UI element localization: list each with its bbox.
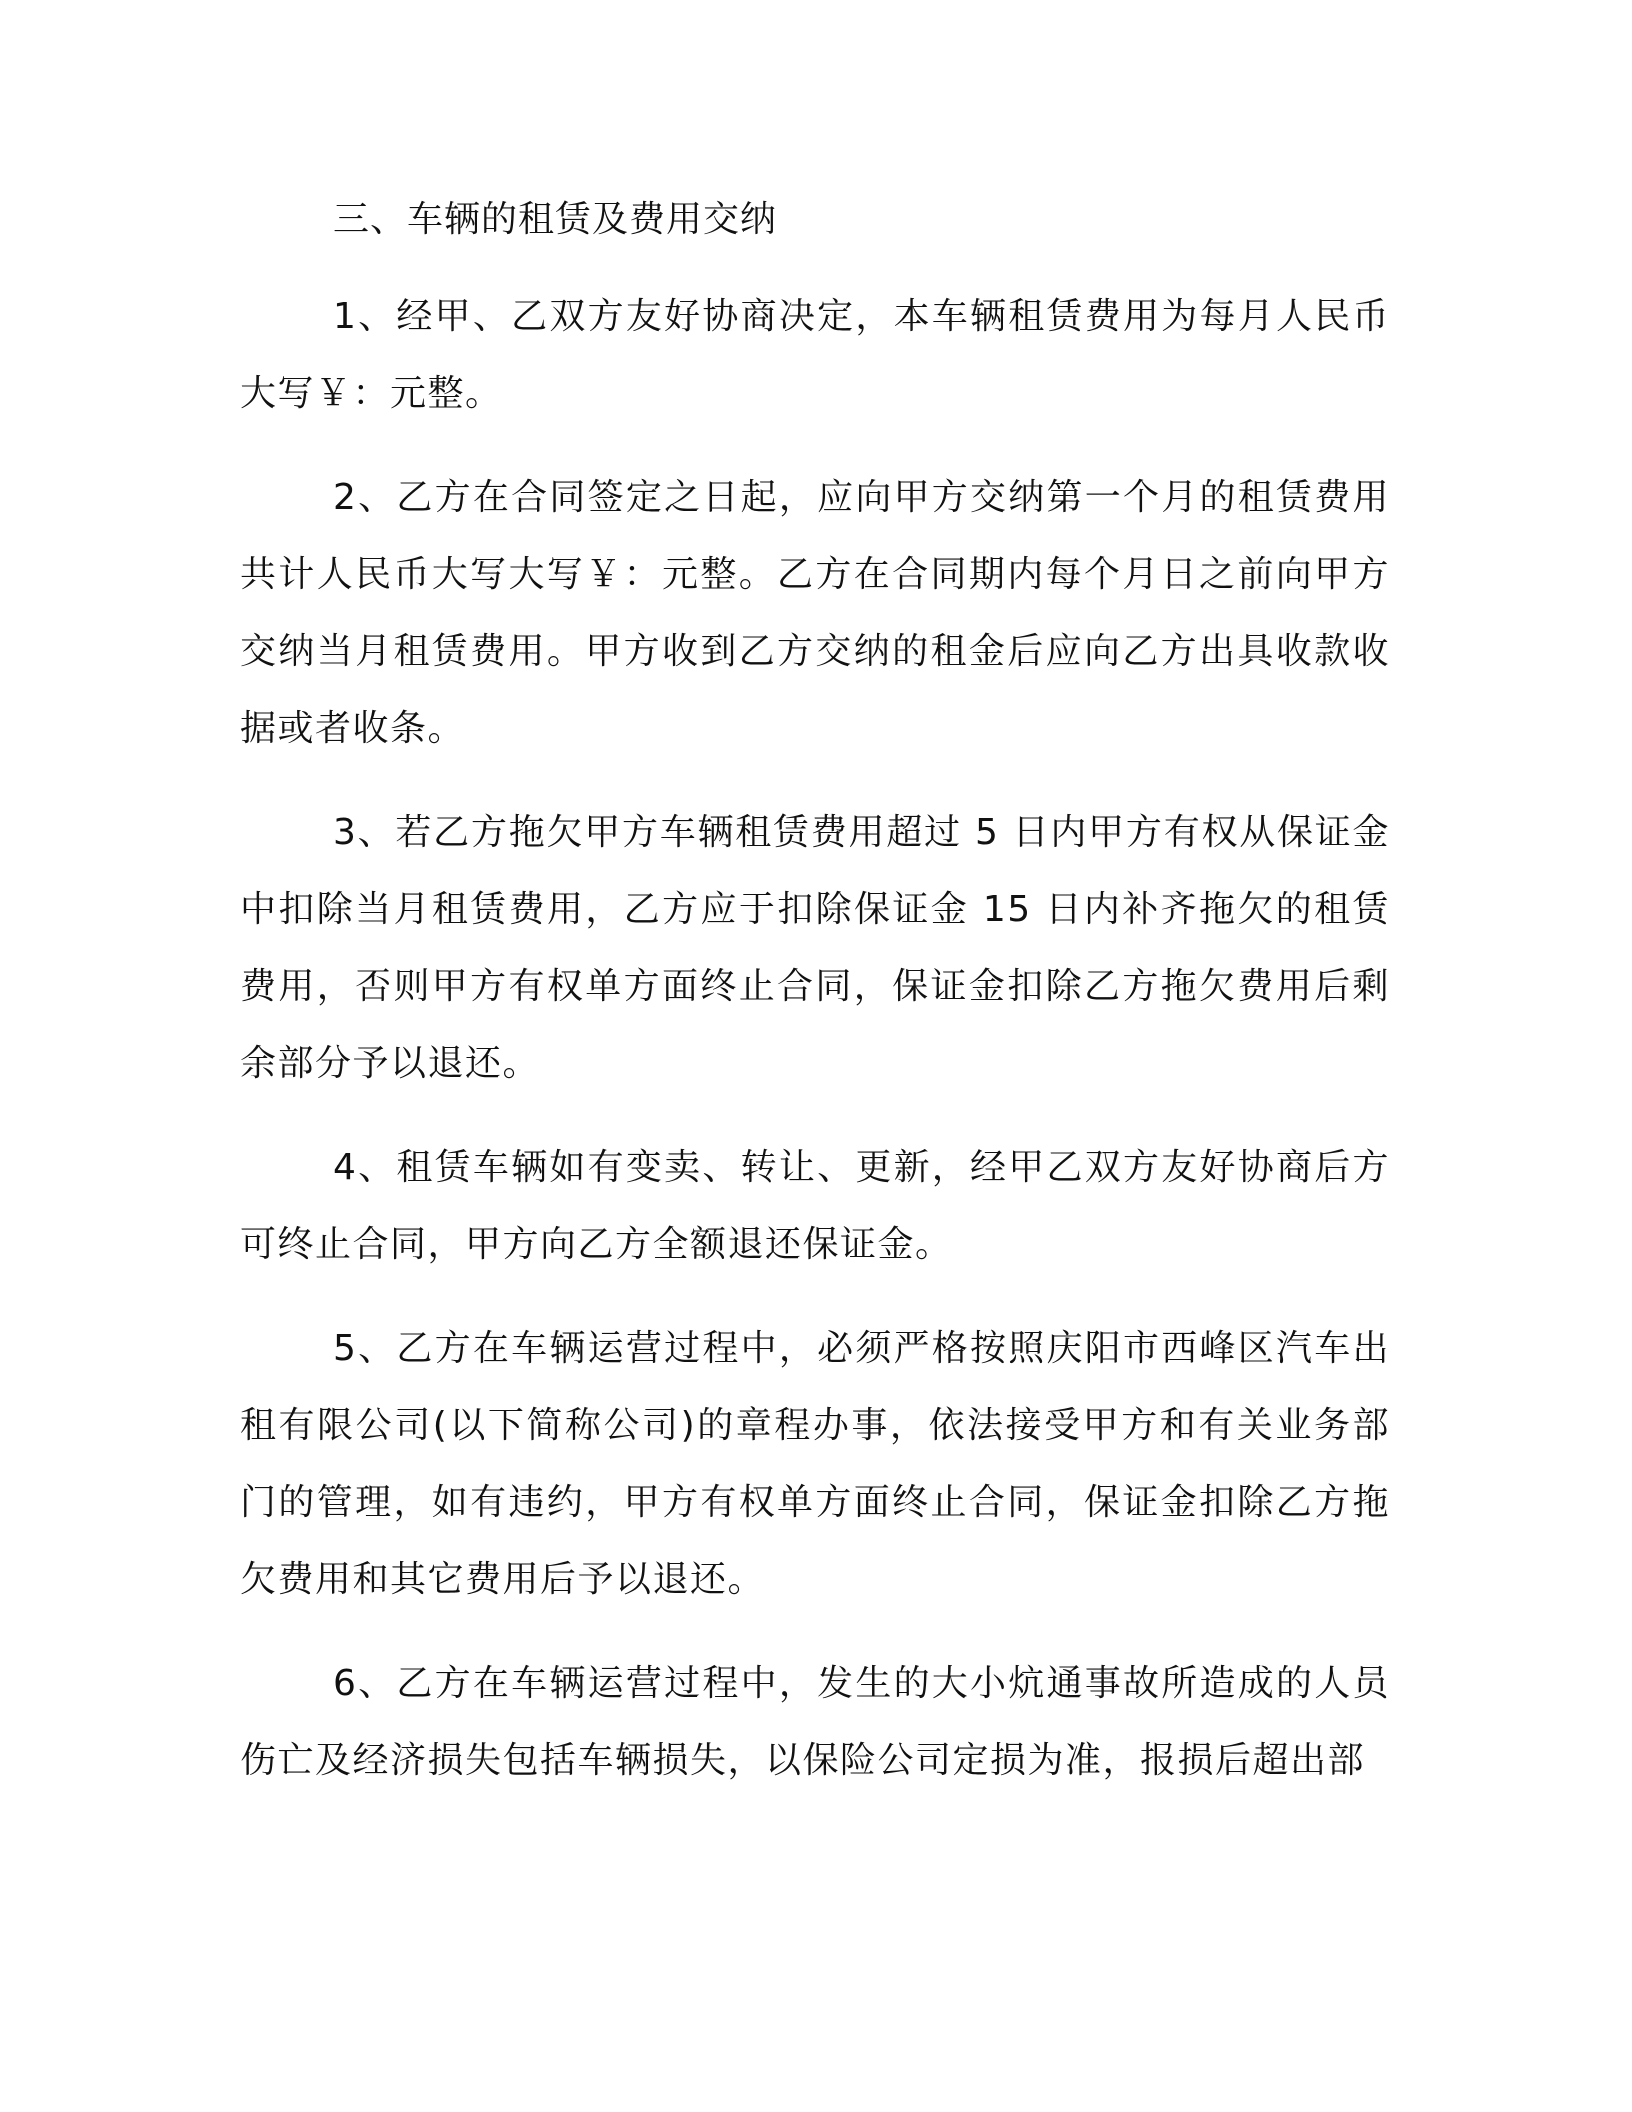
paragraph-1: 1、经甲、乙双方友好协商决定，本车辆租赁费用为每月人民币大写￥：元整。: [240, 296, 1390, 414]
paragraph-3: 3、若乙方拖欠甲方车辆租赁费用超过 5 日内甲方有权从保证金中扣除当月租赁费用，乙方应于扣除保证金 15 日内补齐拖欠的租赁费用，否则甲方有权单方面终止合同，保证金扣除乙方拖欠费用后剩余部分予以退还。: [240, 812, 1390, 1084]
document-body: [240, 190, 1390, 1826]
paragraph-6: 6、乙方在车辆运营过程中，发生的大小炕通事故所造成的人员伤亡及经济损失包括车辆损失，以保险公司定损为准，报损后超出部: [240, 1663, 1390, 1781]
paragraph-5: 5、乙方在车辆运营过程中，必须严格按照庆阳市西峰区汽车出租有限公司(以下简称公司)的章程办事，依法接受甲方和有关业务部门的管理，如有违约，甲方有权单方面终止合同，保证金扣除乙方拖欠费用和其它费用后予以退还。: [240, 1328, 1390, 1600]
section-heading: 三、车辆的租赁及费用交纳: [333, 199, 778, 240]
paragraph-4: 4、租赁车辆如有变卖、转让、更新，经甲乙双方友好协商后方可终止合同，甲方向乙方全额退还保证金。: [240, 1147, 1390, 1265]
paragraph-2: 2、乙方在合同签定之日起，应向甲方交纳第一个月的租赁费用共计人民币大写大写￥：元整。乙方在合同期内每个月日之前向甲方交纳当月租赁费用。甲方收到乙方交纳的租金后应向乙方出具收款收据或者收条。: [240, 477, 1390, 749]
